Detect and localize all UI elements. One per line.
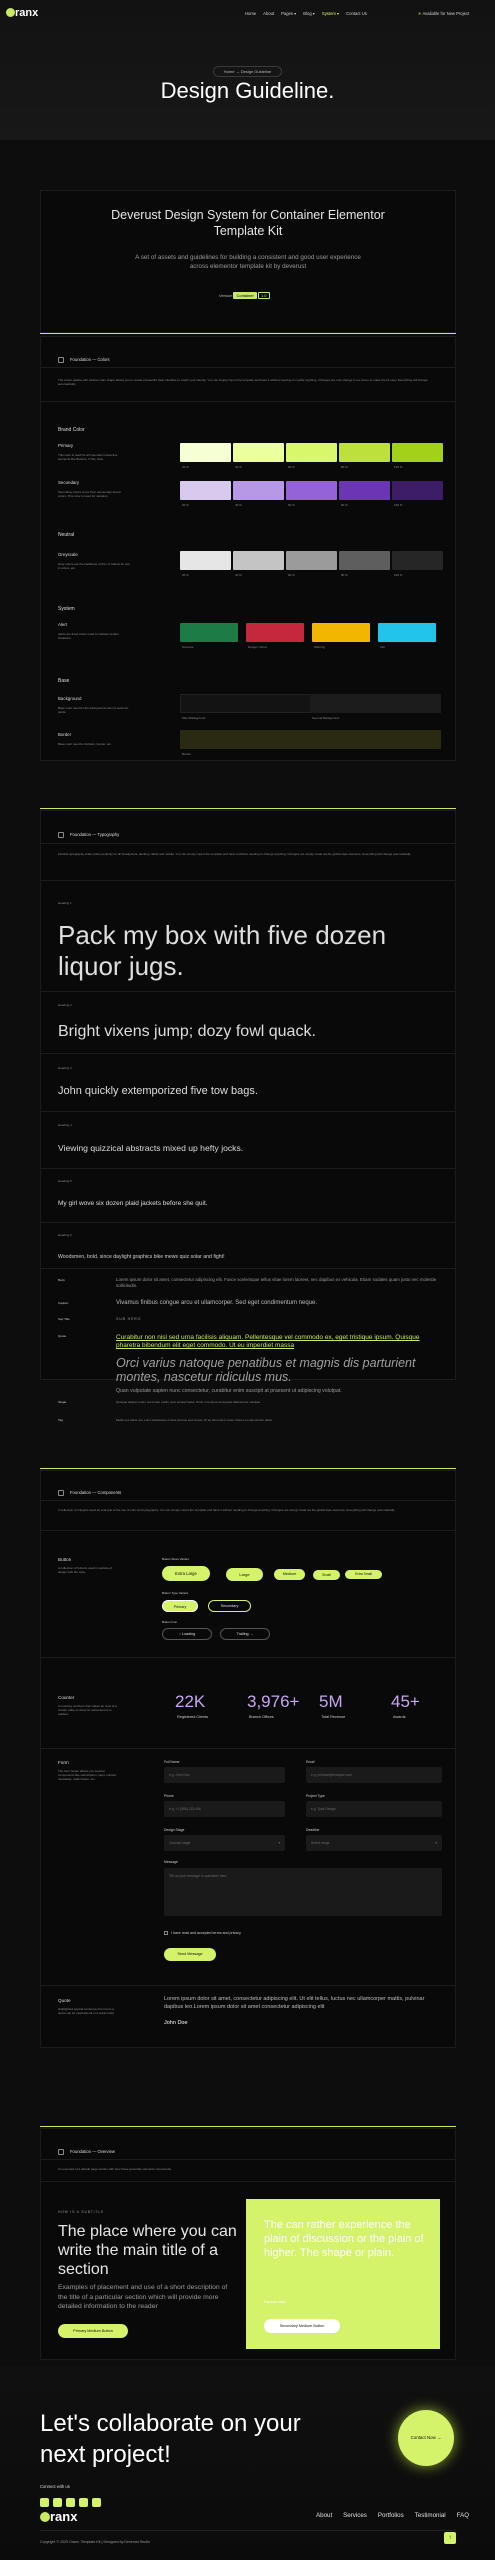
color-swatch (180, 481, 231, 500)
footer-link-portfolios[interactable]: Portfolios (377, 2512, 404, 2519)
project-type-label: Project Type (306, 1794, 325, 1798)
breadcrumb-home[interactable]: Home (223, 69, 235, 74)
divider (40, 1111, 456, 1112)
quote-label: Quote (58, 1334, 67, 1338)
availability-link[interactable]: ✳ Available for New Project (418, 11, 470, 16)
border-description: Base color used for dividers, border, etc. (58, 742, 112, 746)
palette-icon (58, 357, 64, 363)
form-title: Form (58, 1760, 69, 1765)
swatch-label: 80 % (341, 503, 348, 507)
spinner-icon: ◌ (178, 1632, 182, 1636)
secondary-medium-button[interactable]: Secondary Medium Button (264, 2319, 340, 2333)
heading-5-sample: My girl wove six dozen plaid jackets before she quit. (58, 1200, 208, 1207)
counter-label: Total Revenue (321, 1715, 346, 1719)
nav-contact[interactable]: Contact Us (346, 11, 367, 16)
counter-value: 3,976+ (247, 1692, 300, 1711)
color-swatch (312, 623, 370, 642)
email-label: Email (306, 1760, 315, 1764)
swatch-label: 40 % (235, 503, 242, 507)
subtitle-label: Sup Title (58, 1317, 70, 1321)
button-title: Button (58, 1557, 72, 1562)
swatch-label: 80 % (341, 573, 348, 577)
overview-title: The place where you can write the main title of a section (58, 2223, 237, 2279)
body-sample: Lorem ipsum dolor sit amet, consectetur adipiscing elit. Fusce scelerisque tellus vitae lorem laoreet, nec dapibus ex vehicula. Etiam sodales quam justo nec molestie sollicitudin. (116, 1277, 437, 1288)
full-name-input[interactable]: e.g. John Doe (164, 1767, 285, 1783)
swatch-label: 60 % (288, 573, 295, 577)
color-swatch (339, 551, 390, 570)
button-description: A collection of buttons used in website of design with the style. (58, 1566, 113, 1575)
button-icon-label: Button Icon (162, 1620, 178, 1624)
counter-label: Registered Clients (177, 1715, 209, 1719)
quote-component-description: Highlighted special sentences from form a quote can be inspirational or a testimonial. (58, 2007, 115, 2016)
color-swatch (233, 443, 284, 462)
medium-button[interactable]: Medium (274, 1569, 305, 1580)
extra-small-button[interactable]: Extra Small (345, 1570, 382, 1579)
swatch-label: 80 % (341, 465, 348, 469)
second-background-label: Second Background (312, 716, 340, 720)
footer-link-services[interactable]: Services (343, 2512, 367, 2519)
deadline-select[interactable]: Select range ▾ (306, 1835, 442, 1851)
site-logo[interactable]: ranx (6, 7, 38, 19)
instagram-icon[interactable] (66, 2498, 75, 2507)
swatch-label: 40 % (235, 465, 242, 469)
typography-description: Flexible typography scale works perfectly for all breakpoints: desktop, tablet and mobile. You can simply import the template and have it without needing to change anything. Changes are simply made via the global style elements. Everything will change automatically. (58, 852, 412, 856)
full-name-label: Full Name (164, 1760, 180, 1764)
caption-sample: Vivamus finibus congue arcu et ullamcorper. Sed eget condimentum neque. (116, 1300, 318, 1306)
divider (40, 1468, 456, 1469)
h5-label: Heading 5 (58, 1179, 72, 1183)
heading-1-sample: Pack my box with five dozen liquor jugs. (58, 920, 387, 981)
primary-description: This color is used for all important interactive elements like Buttons, CTAs, links. (58, 453, 118, 462)
version-row: Version Container 1.0 (219, 293, 270, 298)
base-title: Base (58, 678, 70, 684)
chevron-down-icon: ▾ (278, 1840, 280, 1845)
background-description: Base color used for the background color of sections, cards. (58, 706, 129, 715)
intro-title: Deverust Design System for Container Elementor Template Kit (111, 208, 385, 238)
footer-headline: Let's collaborate on your next project! (40, 2410, 301, 2468)
color-swatch (233, 481, 284, 500)
overview-card-title: The can rather experience the plain of discussion or the plain of higher. The shape or plain. (264, 2219, 424, 2260)
swatch-label: 20 % (182, 573, 189, 577)
form-description: The form helper allows you several components like subscription, input, contact, newsletter, radio button, etc. (58, 1769, 117, 1782)
linkedin-icon[interactable] (79, 2498, 88, 2507)
phone-label: Phone (164, 1794, 174, 1798)
swatch-label: 100 % (394, 465, 403, 469)
quote-link-sample[interactable]: Curabitur non nisl sed urna facilisis aliquam. Pellentesque vel commodo ex, eget tristique ipsum. Quisque pharetra bibendum elit eget commodo. Ut eu imperdiet massa (116, 1334, 420, 1350)
footer-link-faq[interactable]: FAQ (456, 2512, 470, 2519)
main-background-label: Main Background (182, 716, 206, 720)
quote-sample: Orci varius natoque penatibus et magnis dis parturient montes, nascetur ridiculus mus. (116, 1356, 416, 1385)
overview-section-header: Foundation — Overview (58, 2149, 115, 2155)
secondary-title: Secondary (58, 480, 79, 485)
subtitle-sample: SUB HERO (116, 1317, 142, 1321)
primary-button[interactable]: Primary (162, 1600, 198, 1612)
loading-button[interactable]: ◌ Loading (162, 1628, 212, 1640)
color-swatch (392, 551, 443, 570)
color-swatch (339, 443, 390, 462)
color-swatch (339, 481, 390, 500)
privacy-checkbox-row[interactable]: I have read and accepted terms and privacy (164, 1931, 241, 1935)
color-swatch (286, 481, 337, 500)
divider (40, 1657, 456, 1658)
quote-small-sample: Quan vulputate sapien nunc consectetur, curabitur enim suscipit at praesent ut adipiscing volutpat. (116, 1388, 342, 1394)
nav-pages[interactable]: Pages ▾ (281, 11, 297, 16)
arrow-right-icon: → (436, 2435, 442, 2440)
footer-link-about[interactable]: About (316, 2512, 333, 2519)
project-type-input[interactable]: e.g. Type Design (306, 1801, 442, 1817)
arrow-right-icon: → (235, 69, 240, 74)
divider (40, 367, 456, 368)
connect-label: Connect with us (40, 2484, 70, 2489)
divider (40, 1985, 456, 1986)
logo-mark-icon (40, 2512, 50, 2522)
divider (40, 1168, 456, 1169)
overview-eyebrow: HOW IS A SUBTITLE (58, 2210, 105, 2214)
divider (40, 1222, 456, 1223)
version-badge: Container (233, 292, 256, 299)
deadline-label: Deadline (306, 1828, 320, 1832)
swatch-label: 20 % (182, 465, 189, 469)
type-icon (58, 832, 64, 838)
facebook-icon[interactable] (40, 2498, 49, 2507)
border-label: Border (182, 752, 192, 756)
swatch-label: Success (182, 645, 194, 649)
back-to-top-button[interactable] (444, 2532, 456, 2544)
single-sample: Quisque aliquet, lorem vel ornare mollis, quis semper lacus. Proin et tempus consequat ullamcorper volutpat. (116, 1400, 261, 1404)
background-title: Background (58, 696, 82, 701)
divider (40, 991, 456, 992)
divider (40, 1268, 456, 1269)
primary-title: Primary (58, 443, 74, 448)
divider (40, 1530, 456, 1531)
message-label: Message (164, 1860, 178, 1864)
greyscale-title: Greyscale (58, 552, 78, 557)
color-swatch (392, 443, 443, 462)
phone-input[interactable]: e.g. +1 (555) 123-456 (164, 1801, 285, 1817)
components-section-header: Foundation — Components (58, 1490, 121, 1496)
counter-value: 22K (175, 1692, 206, 1711)
counter-title: Counter (58, 1695, 75, 1700)
overview-description: An overview of a default page section with how these generally elements compounds. (58, 2167, 172, 2171)
copyright: Copyright © 2025 Oranx. Template Kit | Designed by Deverust Studio (40, 2540, 150, 2544)
single-label: Single (58, 1400, 67, 1404)
extra-large-button[interactable]: Extra Large (162, 1566, 210, 1581)
arrow-right-icon: → (249, 1632, 254, 1636)
counter-label: Awards (393, 1715, 406, 1719)
heading-4-sample: Viewing quizzical abstracts mixed up hefty jocks. (58, 1143, 244, 1153)
counter-value: 45+ (391, 1692, 420, 1711)
color-swatch (286, 443, 337, 462)
button-types-label: Button Type Variant (162, 1591, 189, 1595)
checkbox[interactable] (164, 1931, 168, 1935)
heading-2-sample: Bright vixens jump; dozy fowl quack. (58, 1023, 316, 1040)
divider (40, 2181, 456, 2182)
alert-title: Alert (58, 622, 68, 627)
color-swatch (246, 623, 304, 642)
nav-home[interactable]: Home (245, 11, 257, 16)
body-label: Body (58, 1278, 65, 1282)
chevron-down-icon: ▾ (435, 1840, 437, 1845)
neutral-title: Neutral (58, 532, 75, 538)
tag-sample: Mollis nec tellus nisi, enim scelerisque cursus at amet sed ornare. Ut eu fermentum amet. Donec eu elementum tellus. (116, 1418, 273, 1422)
logo-mark-icon (6, 8, 15, 17)
swatch-label: Info (380, 645, 386, 649)
h6-label: Heading 6 (58, 1233, 72, 1237)
second-background-swatch (310, 694, 441, 713)
large-button[interactable]: Large (226, 1568, 263, 1581)
design-stage-label: Design Stage (164, 1828, 185, 1832)
divider (40, 1053, 456, 1054)
primary-medium-button[interactable]: Primary Medium Button (58, 2324, 128, 2338)
counter-value: 5M (319, 1692, 343, 1711)
components-description: A collection of snippets used as example of the use of color and typography. You can simply import the template and have it without needing to change anything. Changes are simply made via the global style elements. Everything will change automatically. (58, 1508, 396, 1512)
swatch-label: 60 % (288, 503, 295, 507)
divider (40, 843, 456, 844)
star-icon: ✳ (418, 11, 422, 16)
components-icon (58, 1490, 64, 1496)
divider (40, 2530, 456, 2531)
contact-now-button[interactable]: Contact Now → (398, 2410, 454, 2466)
breadcrumb-current: Design Guideline (240, 69, 272, 74)
tag-label: Tag (58, 1418, 63, 1422)
secondary-description: Secondary colors come from elementary brand colors. This color is used for variation. (58, 490, 121, 499)
colors-description: The colors palette with various main shape allows you to create a beautiful clear interface to match your identity. You can simply import the template and have it without needing to modify anything. Changes are only change in our demo to make the kit easy. Everything will change automatically. (58, 378, 428, 387)
send-message-button[interactable]: Send Message (164, 1948, 216, 1961)
email-input[interactable]: e.g. johndoe@example.com (306, 1767, 442, 1783)
color-swatch (180, 551, 231, 570)
swatch-label: 40 % (235, 573, 242, 577)
twitter-icon[interactable] (53, 2498, 62, 2507)
quote-component-title: Quote (58, 1998, 71, 2003)
swatch-label: 100 % (394, 573, 403, 577)
border-swatch (180, 730, 441, 749)
swatch-label: 100 % (394, 503, 403, 507)
secondary-button[interactable]: Secondary (208, 1600, 251, 1612)
main-nav (238, 11, 367, 16)
nav-system[interactable]: System ▾ (321, 11, 340, 16)
intro-description: A set of assets and guidelines for building a consistent and good user experience across elementor template kit by deverust (135, 254, 361, 270)
heading-3-sample: John quickly extemporized five tow bags. (58, 1085, 258, 1097)
counter-label: Branch Offices (249, 1715, 274, 1719)
small-button[interactable]: Small (313, 1570, 340, 1580)
border-title: Border (58, 732, 72, 737)
divider (40, 333, 456, 334)
h1-label: Heading 1 (58, 901, 72, 905)
arrow-up-icon: ↑ (448, 2535, 452, 2541)
h4-label: Heading 4 (58, 1123, 72, 1127)
counter-description: A counting numbers that makes an view of a certain value to show an achievement to readers. (58, 1704, 117, 1717)
heading-6-sample: Woodsmen, bold, since daylight graphics bike mews quiz solar and fight! (58, 1254, 225, 1260)
divider (40, 2159, 456, 2160)
typography-section-header: Foundation — Typography (58, 832, 119, 838)
greyscale-description: Gray colors are the backbone of the UI. Mainly for text in colors, etc. (58, 562, 130, 571)
swatch-label: Danger / Error (248, 645, 268, 649)
swatch-label: 60 % (288, 465, 295, 469)
caption-label: Caption (58, 1301, 69, 1305)
divider (40, 1748, 456, 1749)
swatch-label: Warning (314, 645, 326, 649)
nav-blog[interactable]: Blog ▾ (303, 11, 315, 16)
divider (40, 880, 456, 881)
h2-label: Heading 2 (58, 1003, 72, 1007)
colors-section-header: Foundation — Colors (58, 357, 110, 363)
quote-author: John Doe (164, 2020, 188, 2026)
color-swatch (180, 623, 238, 642)
quote-component-text: Lorem ipsum dolor sit amet, consectetur adipiscing elit. Ut elit tellus, luctus nec ullamcorper mattis, pulvinar dapibus leo.Lorem ipsum dolor sit amet consectetur adipiscing elit (164, 1996, 425, 2010)
footer-link-testimonial[interactable]: Testimonial (414, 2512, 446, 2519)
color-swatch (378, 623, 436, 642)
color-swatch (392, 481, 443, 500)
divider (40, 1500, 456, 1501)
footer-links (316, 2512, 469, 2519)
h3-label: Heading 3 (58, 1066, 72, 1070)
main-background-swatch (180, 694, 311, 713)
explore-link[interactable]: Explore Now (264, 2300, 286, 2304)
message-textarea[interactable]: Tell us your message or questions here (164, 1868, 442, 1916)
page-title: Design Guideline. (160, 78, 335, 103)
color-swatch (180, 443, 231, 462)
nav-about[interactable]: About (263, 11, 275, 16)
brand-color-title: Brand Color (58, 427, 85, 433)
layout-icon (58, 2149, 64, 2155)
divider (40, 808, 456, 809)
divider (40, 2126, 456, 2127)
design-stage-select[interactable]: Concept stage ▾ (164, 1835, 285, 1851)
trailing-button[interactable]: Trailing → (220, 1628, 270, 1640)
youtube-icon[interactable] (92, 2498, 101, 2507)
footer-logo[interactable]: ranx (40, 2509, 77, 2524)
overview-body: Examples of placement and use of a short description of the title of a particular section which will provide more detailed information to the reader (58, 2284, 228, 2311)
divider (40, 401, 456, 402)
button-sizes-label: Button Sizes Variant (162, 1557, 189, 1561)
system-title: System (58, 606, 75, 612)
alert-description: Alerts are fixed colors used to indicate certain situations. (58, 632, 119, 641)
breadcrumb (0, 60, 495, 78)
color-swatch (286, 551, 337, 570)
components-panel (40, 1470, 456, 2048)
color-swatch (233, 551, 284, 570)
swatch-label: 20 % (182, 503, 189, 507)
